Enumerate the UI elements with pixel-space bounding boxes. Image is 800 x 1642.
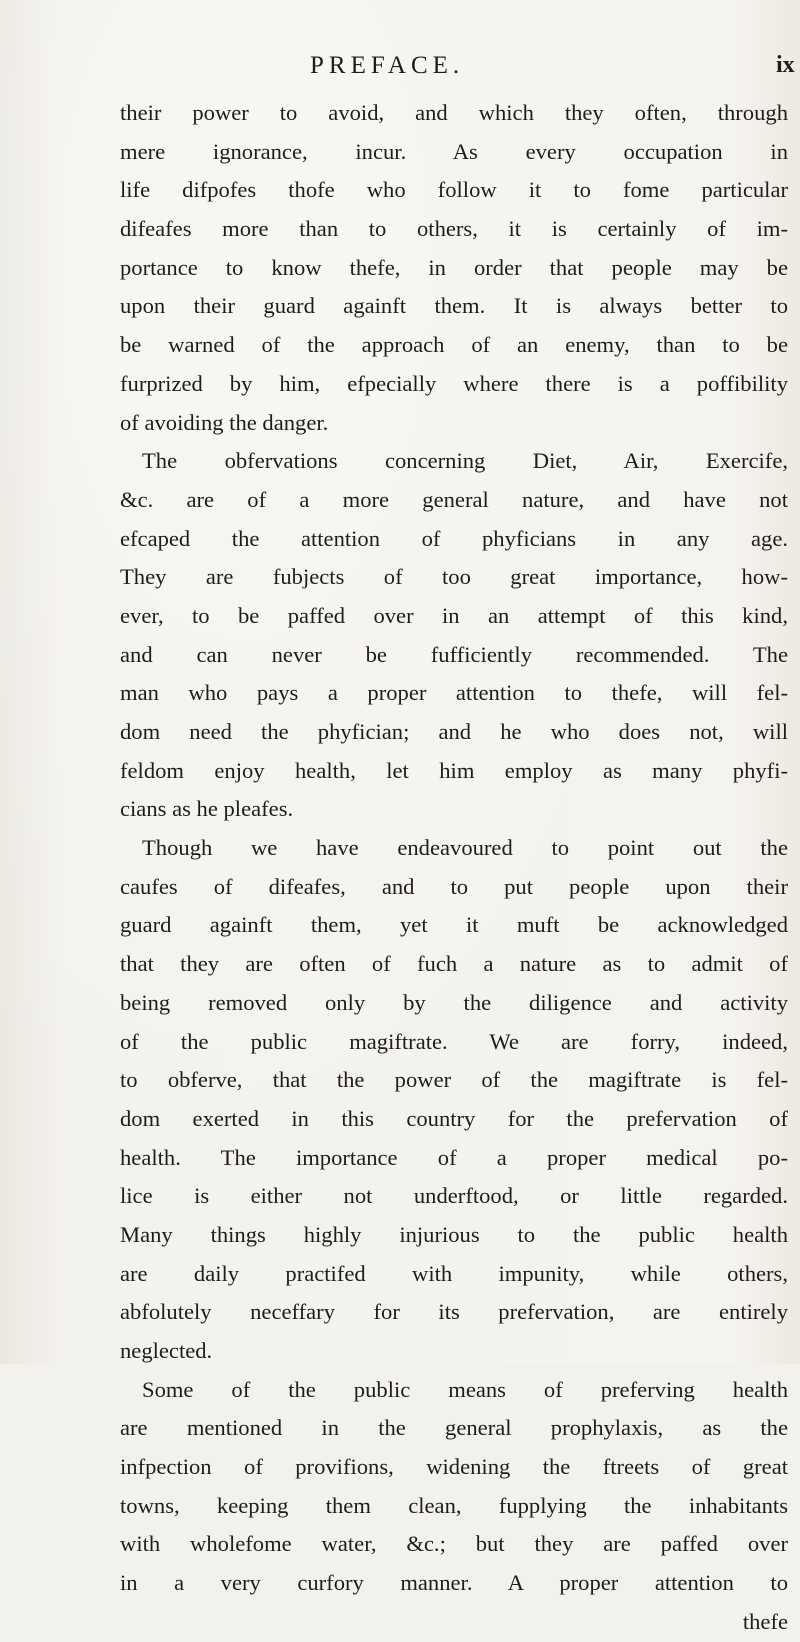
text-line: are daily practifed with impunity, while others, [120, 1260, 788, 1286]
text-line: They are fubjects of too great importance, how- [120, 564, 788, 590]
text-line: their power to avoid, and which they often, through [120, 100, 788, 125]
text-line: dom need the phyfician; and he who does not, will [120, 719, 788, 744]
text-line: efcaped the attention of phyficians in any age. [120, 525, 788, 551]
text-line: feldom enjoy health, let him employ as many phyfi- [120, 757, 788, 783]
text-line: mere ignorance, incur. As every occupation in [120, 138, 788, 164]
text-line: in a very curfory manner. A proper attention to [120, 1570, 788, 1596]
text-line: are mentioned in the general prophylaxis, as the [120, 1415, 788, 1441]
text-line: difeafes more than to others, it is certainly of im- [120, 216, 788, 242]
text-line: guard againft them, yet it muft be acknowledged [120, 912, 788, 938]
text-line: with wholefome water, &c.; but they are paffed over [120, 1531, 788, 1557]
running-title: PREFACE. [310, 52, 465, 79]
text-line: abfolutely neceffary for its prefervation, are entirely [120, 1299, 788, 1325]
text-line: and can never be fufficiently recommended. The [120, 641, 788, 667]
text-line: caufes of difeafes, and to put people upon their [120, 873, 788, 899]
text-line: dom exerted in this country for the prefervation of [120, 1105, 788, 1131]
text-line: ever, to be paffed over in an attempt of this kind, [120, 602, 788, 628]
text-line: health. The importance of a proper medical po- [120, 1144, 788, 1170]
text-line: &c. are of a more general nature, and have not [120, 486, 788, 512]
text-line: The obfervations concerning Diet, Air, Exercife, [142, 448, 788, 474]
text-line: be warned of the approach of an enemy, than to be [120, 332, 788, 358]
text-line: furprized by him, efpecially where there is a poffibility [120, 370, 788, 396]
text-line: of avoiding the danger. [120, 409, 329, 435]
text-line: neglected. [120, 1338, 213, 1363]
text-line: Many things highly injurious to the public health [120, 1221, 788, 1247]
text-line: to obferve, that the power of the magiftrate is fel- [120, 1067, 788, 1093]
text-line: man who pays a proper attention to thefe, will fel- [120, 680, 788, 706]
text-line: of the public magiftrate. We are forry, indeed, [120, 1028, 788, 1054]
catchword: thefe [742, 1608, 788, 1634]
text-line: lice is either not underftood, or little regarded. [120, 1183, 788, 1209]
text-line: portance to know thefe, in order that people may be [120, 254, 788, 280]
text-line: cians as he pleafes. [120, 796, 294, 822]
body-text [120, 94, 788, 1642]
text-line: Some of the public means of preferving health [142, 1376, 788, 1402]
text-line: infpection of provifions, widening the ftreets of great [120, 1454, 788, 1480]
text-line: that they are often of fuch a nature as to admit of [120, 951, 788, 977]
text-line: life difpofes thofe who follow it to fome particular [120, 177, 788, 203]
text-line: Though we have endeavoured to point out the [142, 835, 788, 861]
text-line: upon their guard againft them. It is always better to [120, 293, 788, 319]
text-line: towns, keeping them clean, fupplying the inhabitants [120, 1492, 788, 1518]
page-number: ix [776, 52, 795, 78]
running-head [120, 46, 800, 86]
text-line: being removed only by the diligence and activity [120, 989, 788, 1015]
